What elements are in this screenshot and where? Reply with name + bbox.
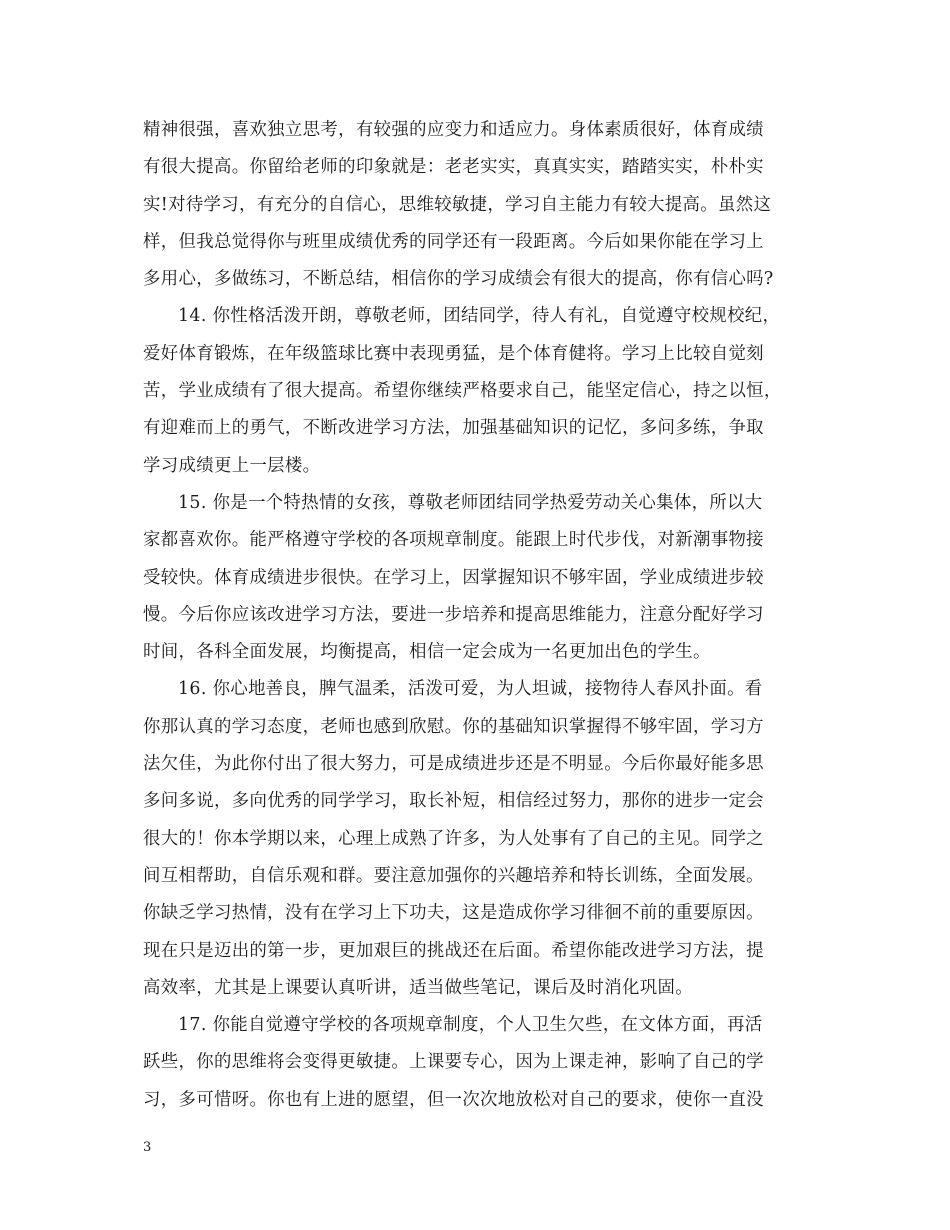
paragraph-first-line: 17. 你能自觉遵守学校的各项规章制度，个人卫生欠些，在文体方面，再活 — [178, 1015, 763, 1036]
text-line: 实!对待学习，有充分的自信心，思维较敏捷，学习自主能力有较大提高。虽然这 — [143, 194, 772, 215]
text-line: 样，但我总觉得你与班里成绩优秀的同学还有一段距离。今后如果你能在学习上 — [143, 231, 764, 252]
text-line: 多用心，多做练习，不断总结，相信你的学习成绩会有很大的提高，你有信心吗? — [143, 269, 774, 290]
text-line: 受较快。体育成绩进步很快。在学习上，因掌握知识不够牢固，学业成绩进步较 — [143, 567, 764, 588]
text-line: 精神很强，喜欢独立思考，有较强的应变力和适应力。身体素质很好，体育成绩 — [143, 120, 764, 140]
paragraph-first-line: 16. 你心地善良，脾气温柔，活泼可爱，为人坦诚，接物待人春风扑面。看 — [178, 679, 763, 700]
text-line: 多问多说，多向优秀的同学学习，取长补短，相信经过努力，那你的进步一定会 — [143, 791, 764, 812]
text-line: 有迎难而上的勇气，不断改进学习方法，加强基础知识的记忆，多问多练，争取 — [143, 418, 764, 439]
text-line: 爱好体育锻炼，在年级篮球比赛中表现勇猛，是个体育健将。学习上比较自觉刻 — [143, 343, 764, 364]
text-line: 有很大提高。你留给老师的印象就是：老老实实，真真实实，踏踏实实，朴朴实 — [143, 157, 764, 178]
text-line: 间互相帮助，自信乐观和群。要注意加强你的兴趣培养和特长训练，全面发展。 — [143, 865, 764, 886]
text-line: 你缺乏学习热情，没有在学习上下功夫，这是造成你学习徘徊不前的重要原因。 — [143, 903, 764, 924]
text-line: 习，多可惜呀。你也有上进的愿望，但一次次地放松对自己的要求，使你一直没 — [143, 1089, 764, 1110]
text-line: 时间，各科全面发展，均衡提高，相信一定会成为一名更加出色的学生。 — [143, 642, 711, 663]
text-line: 慢。今后你应该改进学习方法，要进一步培养和提高思维能力，注意分配好学习 — [143, 604, 764, 625]
paragraph-first-line: 14. 你性格活泼开朗，尊敬老师，团结同学，待人有礼，自觉遵守校规校纪， — [178, 306, 781, 327]
text-line: 跃些，你的思维将会变得更敏捷。上课要专心，因为上课走神，影响了自己的学 — [143, 1052, 764, 1073]
text-line: 你那认真的学习态度，老师也感到欣慰。你的基础知识掌握得不够牢固，学习方 — [143, 716, 764, 737]
page-number: 3 — [143, 1140, 152, 1155]
body-text — [143, 112, 843, 1119]
text-line: 法欠佳，为此你付出了很大努力，可是成绩进步还是不明显。今后你最好能多思 — [143, 754, 764, 775]
text-line: 学习成绩更上一层楼。 — [143, 455, 321, 476]
text-line: 很大的！你本学期以来，心理上成熟了许多，为人处事有了自己的主见。同学之 — [143, 828, 764, 849]
text-line: 苦，学业成绩有了很大提高。希望你继续严格要求自己，能坚定信心，持之以恒， — [143, 381, 782, 402]
paragraph-first-line: 15. 你是一个特热情的女孩，尊敬老师团结同学热爱劳动关心集体，所以大 — [178, 492, 763, 513]
text-line: 家都喜欢你。能严格遵守学校的各项规章制度。能跟上时代步伐，对新潮事物接 — [143, 530, 764, 551]
text-line: 现在只是迈出的第一步，更加艰巨的挑战还在后面。希望你能改进学习方法，提 — [143, 940, 764, 961]
text-line: 高效率，尤其是上课要认真听讲，适当做些笔记，课后及时消化巩固。 — [143, 977, 693, 998]
